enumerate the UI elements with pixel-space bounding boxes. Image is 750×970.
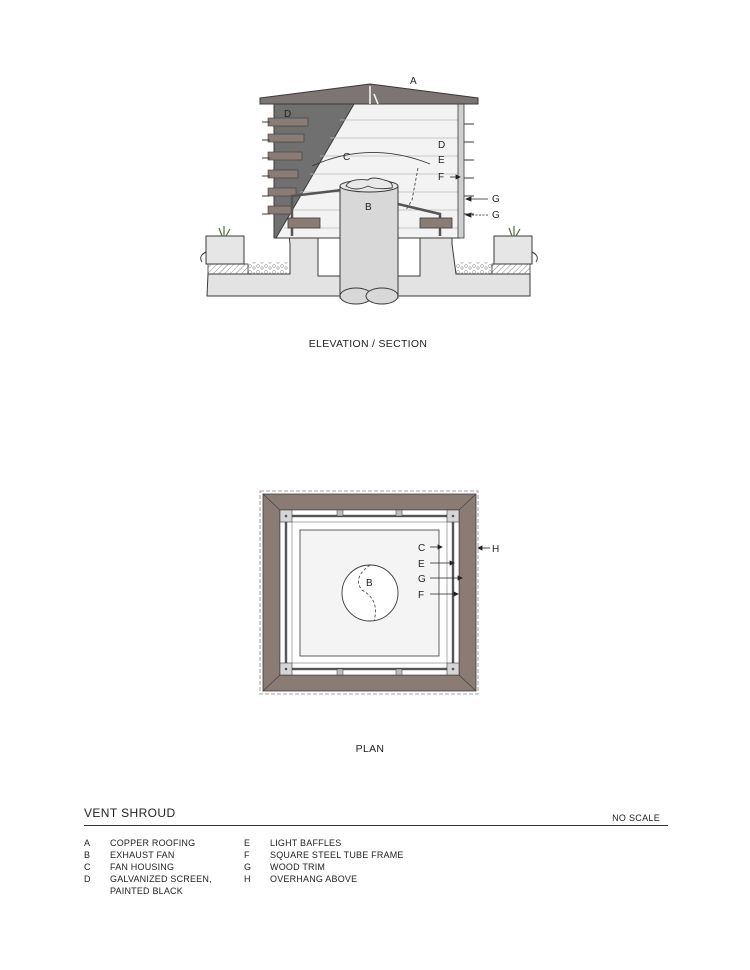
planter-right [494,236,532,264]
plan-callout-g: G [418,574,426,585]
plan-callout-b: B [366,578,373,589]
curb-left [288,218,320,228]
legend-item [84,861,244,873]
legend-text: SQUARE STEEL TUBE FRAME [270,850,404,860]
pipe-bottom-right [366,288,398,304]
title-rule [84,825,668,826]
scale-note: NO SCALE [612,813,660,823]
legend-key: B [84,850,91,860]
legend-text: OVERHANG ABOVE [270,874,358,884]
plan-callout-c: C [418,543,426,554]
callout-c: C [343,152,351,163]
legend-key: E [244,838,251,848]
plant-right [509,226,520,236]
soil-strip-left [208,264,248,274]
plan-callout-h: H [492,544,500,555]
sheet-title: VENT SHROUD [84,806,176,820]
planter-left [206,236,244,264]
legend-key: D [84,874,91,884]
plan-view [260,491,499,694]
plan-caption: PLAN [355,743,385,755]
callout-d-screen: D [284,109,292,120]
legend-text: GALVANIZED SCREEN, PAINTED BLACK [110,874,212,896]
elevation-caption: ELEVATION / SECTION [308,338,428,350]
legend-column-left [84,837,244,897]
elevation-section-view [201,76,538,304]
curb-right [420,218,452,228]
callout-f: F [438,172,445,183]
legend-key: G [244,862,252,872]
callout-e: E [438,155,445,166]
legend-item [244,849,404,861]
legend-key: A [84,838,91,848]
legend-text: EXHAUST FAN [110,850,175,860]
callout-b: B [365,202,372,213]
callout-g-upper: G [492,194,500,205]
legend-text: COPPER ROOFING [110,838,196,848]
legend-key: H [244,874,251,884]
exhaust-fan-plan [342,565,398,621]
gravel-left [248,262,288,274]
legend-item [84,873,244,897]
copper-roof [260,84,478,104]
right-frame-post [458,104,464,238]
legend-text: WOOD TRIM [270,862,326,872]
planter-left-spout [201,252,206,262]
legend-item [244,837,404,849]
legend-item [84,837,244,849]
legend-key: F [244,850,250,860]
legend-text: LIGHT BAFFLES [270,838,342,848]
planter-right-spout [532,252,537,262]
soil-strip-right [492,264,530,274]
legend-item [84,849,244,861]
callout-a: A [410,76,417,87]
callout-g-lower: G [492,210,500,221]
legend-column-right [244,837,404,885]
legend-text: FAN HOUSING [110,862,175,872]
callout-d-right: D [438,140,446,151]
legend-key: C [84,862,91,872]
plant-left [219,226,230,236]
legend-item [244,873,404,885]
gravel-right [456,262,492,274]
legend-item [244,861,404,873]
plan-callout-f: F [418,590,425,601]
plan-callout-e: E [418,559,425,570]
